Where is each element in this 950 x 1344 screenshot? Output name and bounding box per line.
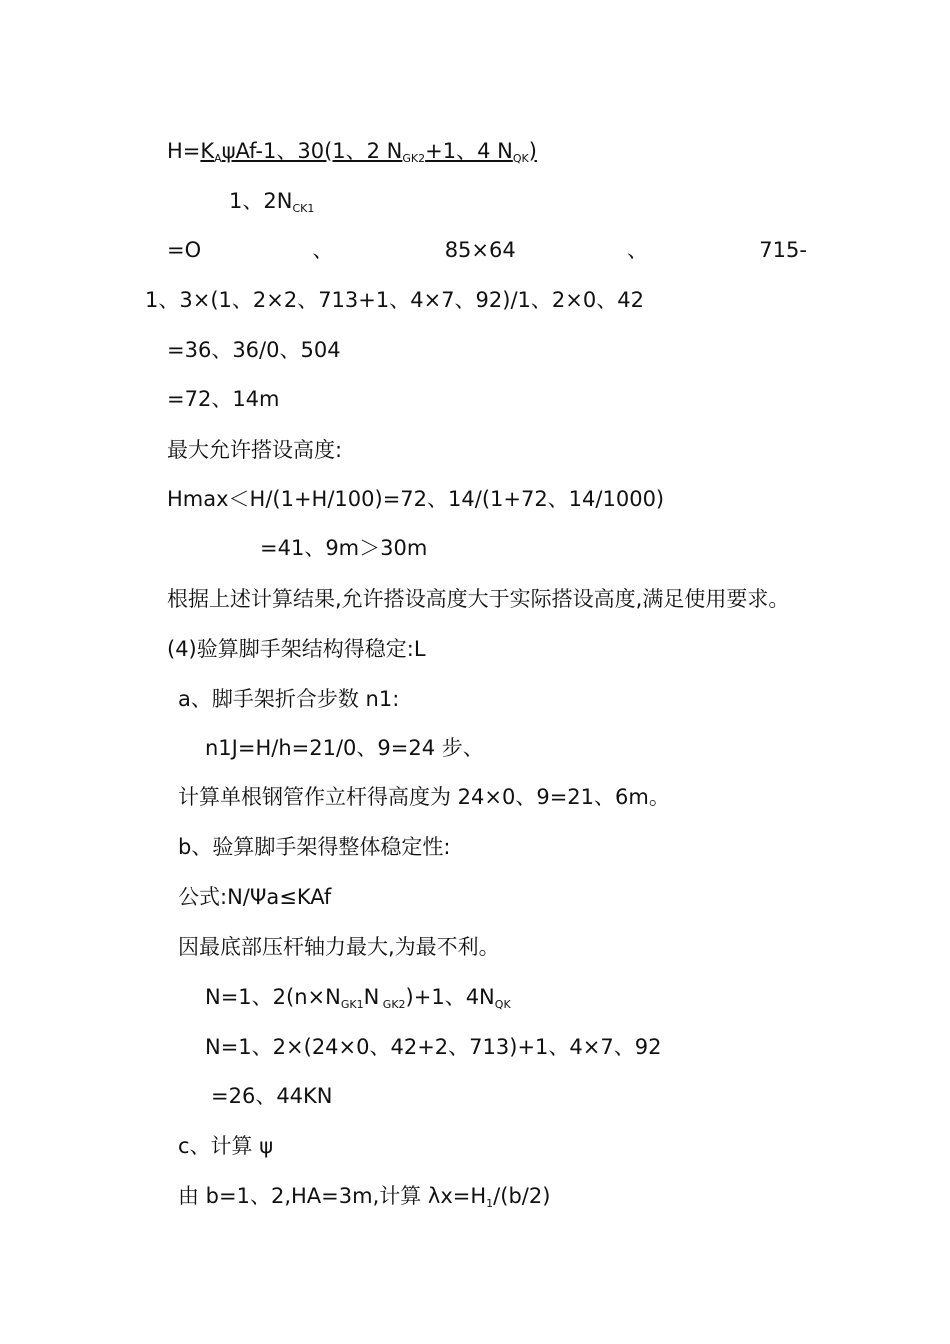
formula-line-4: 1、3×(1、2×2、713+1、4×7、92)/1、2×0、42 [145,288,644,312]
formula-line-16: 公式:N/Ψa≤KAf [178,885,332,909]
text-line-7: 最大允许搭设高度: [167,438,343,462]
formula-line-9: =41、9m＞30m [260,536,428,560]
text-line-14: 计算单根钢管作立杆得高度为 24×0、9=21、6m。 [178,785,670,809]
subscript: A [214,152,222,165]
subscript: GK2 [402,152,426,165]
formula-line-20: =26、44KN [211,1084,333,1108]
text: +1、4 N [425,139,513,163]
subscript: GK1 [340,998,364,1011]
text-line-21: c、计算 ψ [178,1134,274,1158]
subscript: 1 [486,1197,494,1210]
text-line-17: 因最底部压杆轴力最大,为最不利。 [178,935,500,959]
text: 85×64 [444,238,516,262]
subscript: QK [512,152,529,165]
heading-line-11: (4)验算脚手架结构得稳定:L [167,637,426,661]
text-line-12: a、脚手架折合步数 n1: [178,687,400,711]
subscript: GK2 [379,998,406,1011]
formula-line-8: Hmax＜H/(1+H/100)=72、14/(1+72、14/1000) [167,487,665,511]
text: /(b/2) [493,1184,551,1208]
formula-line-13: n1J=H/h=21/0、9=24 步、 [205,736,484,760]
text: 、 [312,238,334,262]
text: 1、2N [229,189,293,213]
formula-line-3 [167,237,807,263]
underlined-numerator [200,139,537,163]
text: H= [167,139,201,163]
formula-line-18 [205,984,511,1010]
formula-line-19: N=1、2×(24×0、42+2、713)+1、4×7、92 [205,1035,662,1059]
formula-line-22 [178,1183,550,1209]
subscript: QK [494,998,511,1011]
text: 、 [627,238,649,262]
formula-line-2 [229,188,314,214]
text: N [363,985,380,1009]
text: 由 b=1、2,HA=3m,计算 λx=H [178,1184,487,1208]
text: N=1、2(n×N [205,985,341,1009]
text: =O [167,238,202,262]
formula-line-1 [167,138,537,164]
text-line-10: 根据上述计算结果,允许搭设高度大于实际搭设高度,满足使用要求。 [167,587,790,611]
text-line-15: b、验算脚手架得整体稳定性: [178,835,451,859]
subscript: CK1 [292,202,315,215]
text: ψAf-1、30(1、2 N [221,139,403,163]
text: K [200,139,215,163]
text: )+1、4N [405,985,495,1009]
text: ) [528,139,537,163]
text: 715- [759,238,807,262]
formula-line-6: =72、14m [167,387,280,411]
formula-line-5: =36、36/0、504 [167,338,341,362]
